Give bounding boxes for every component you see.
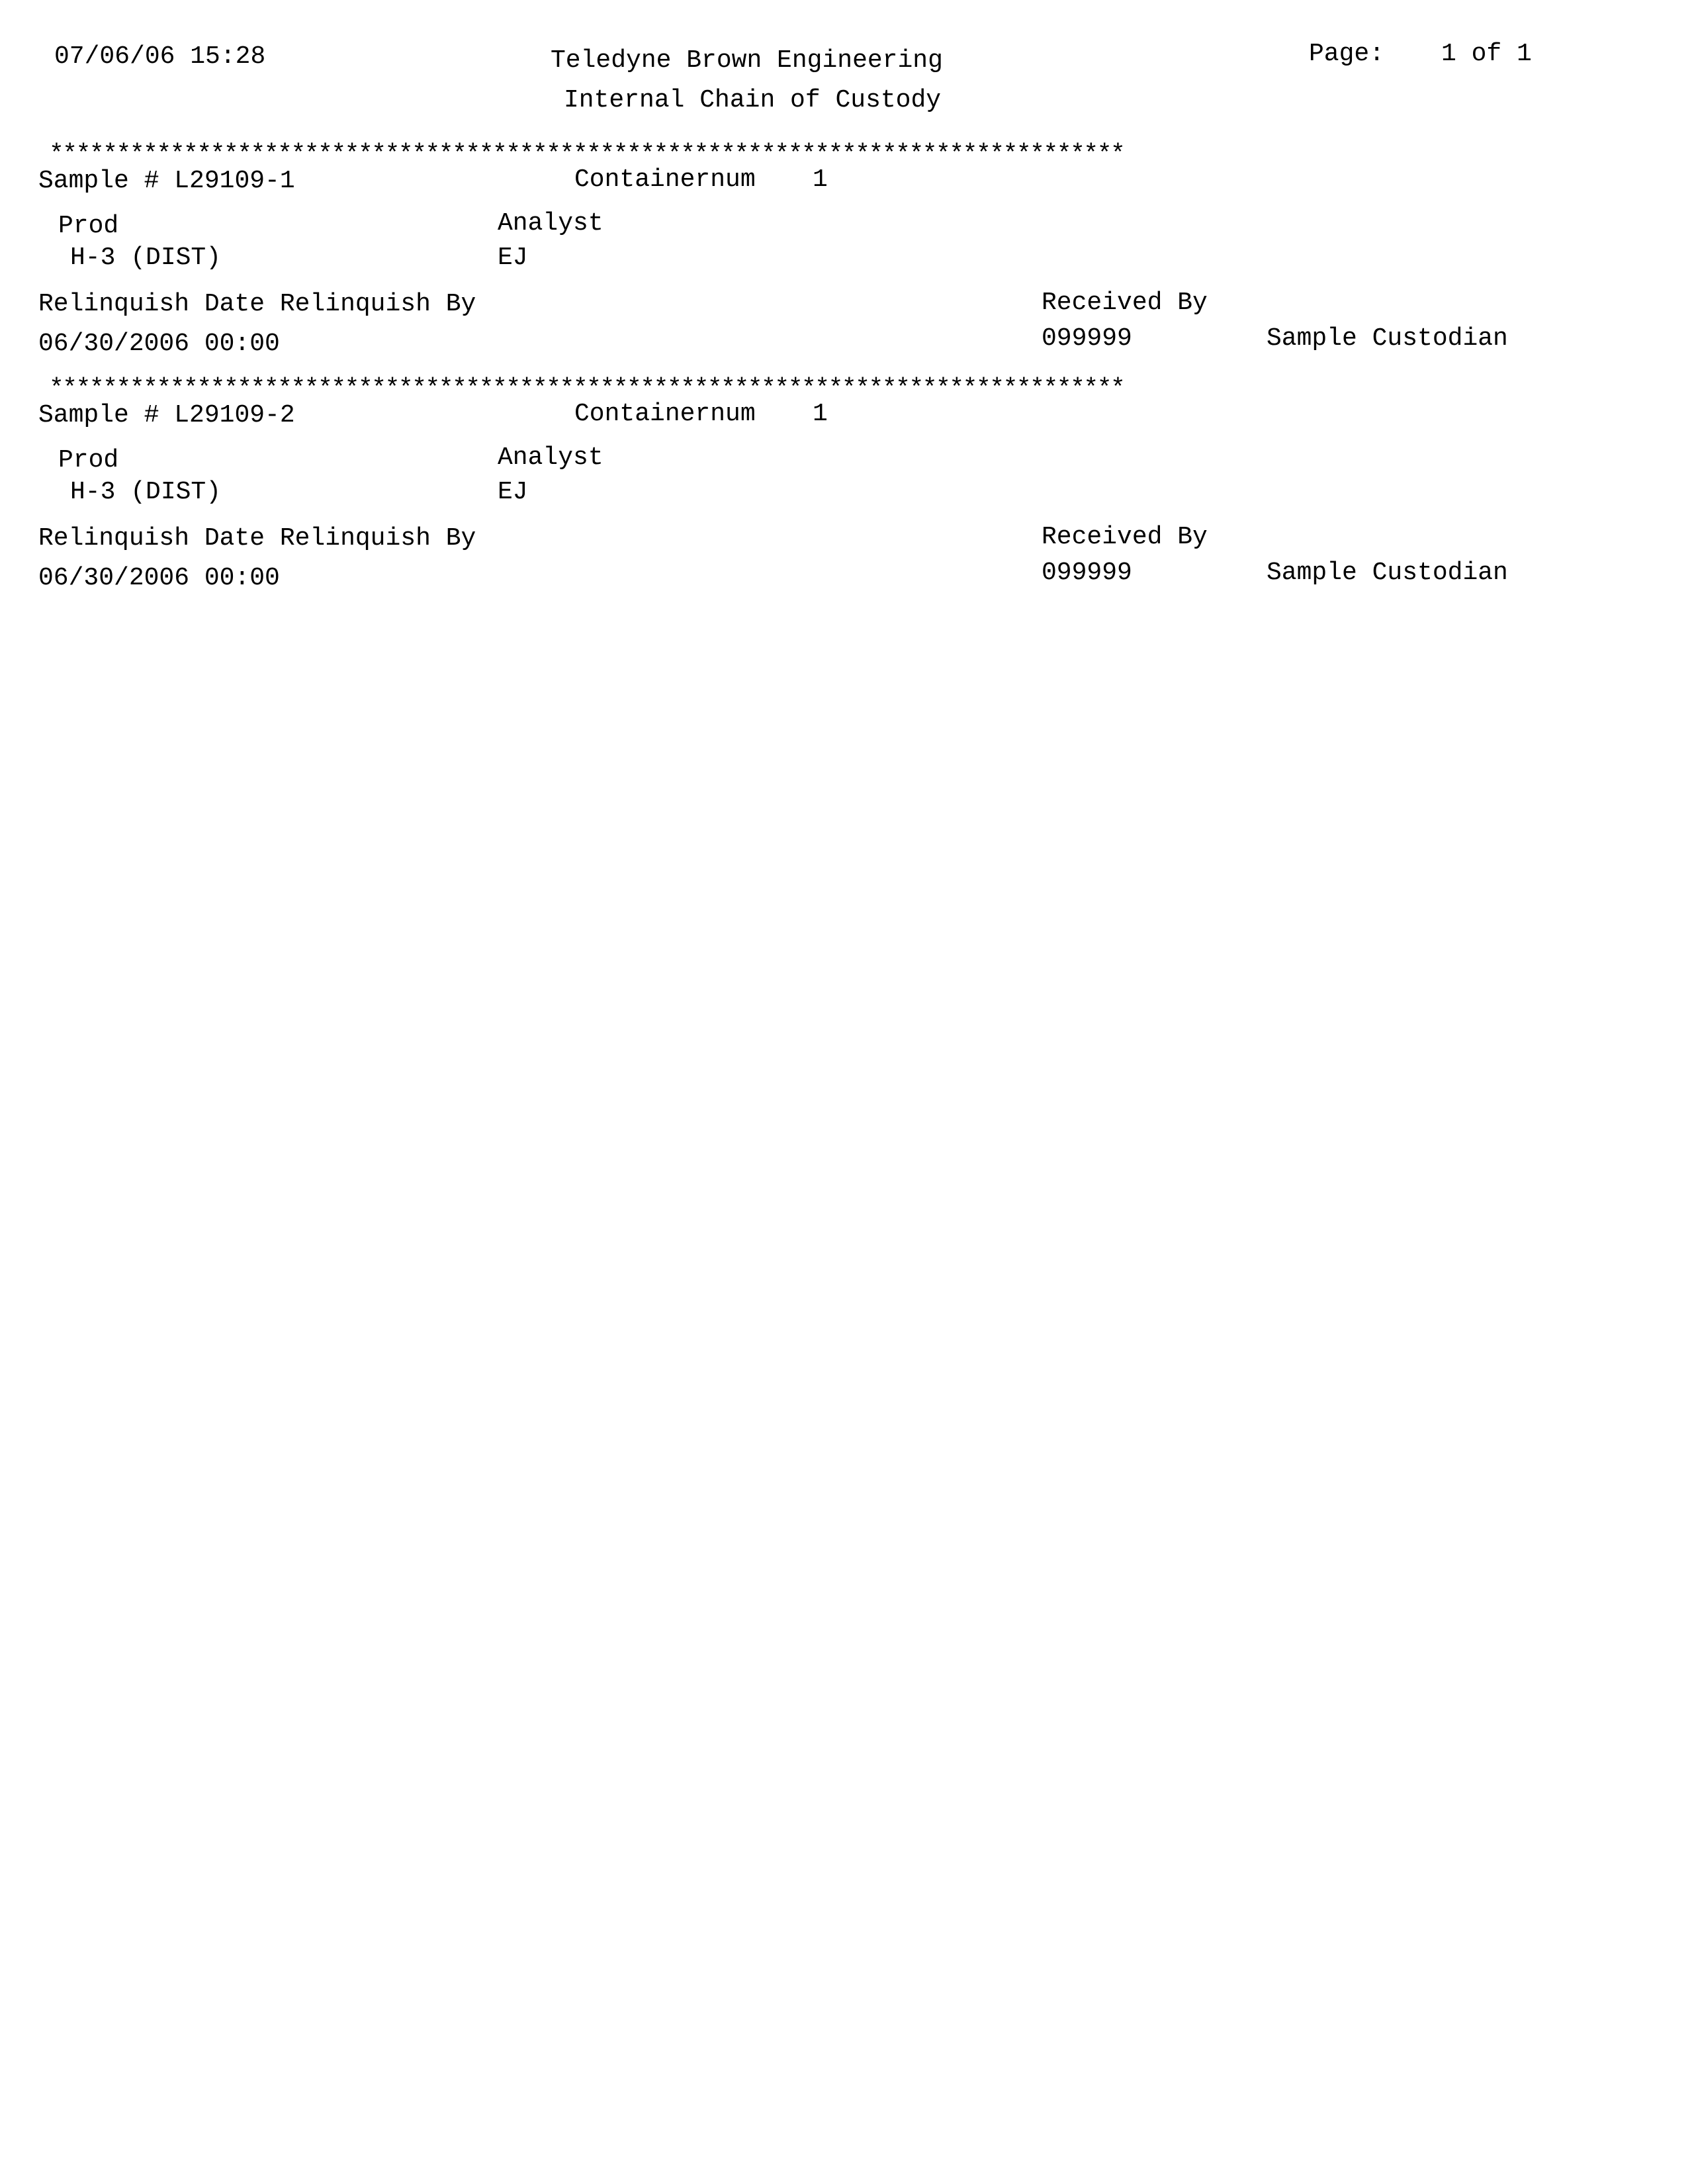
sample-id: Sample # L29109-1 <box>38 167 295 195</box>
relinquish-header: Relinquish Date Relinquish By <box>38 290 476 318</box>
received-by-id: 099999 <box>1042 324 1132 353</box>
analyst-label: Analyst <box>498 443 603 472</box>
prod-label: Prod <box>58 212 119 240</box>
received-by-name: Sample Custodian <box>1267 559 1508 587</box>
relinquish-header: Relinquish Date Relinquish By <box>38 524 476 553</box>
received-by-id: 099999 <box>1042 559 1132 587</box>
company-name: Teledyne Brown Engineering <box>551 46 943 75</box>
relinquish-date: 06/30/2006 00:00 <box>38 564 280 592</box>
page-label: Page: <box>1309 40 1385 68</box>
sample-id: Sample # L29109-2 <box>38 401 295 430</box>
received-by-name: Sample Custodian <box>1267 324 1508 353</box>
analyst-value: EJ <box>498 244 528 272</box>
containernum-label: Containernum <box>574 165 756 194</box>
analyst-label: Analyst <box>498 209 603 238</box>
containernum-label: Containernum <box>574 400 756 428</box>
received-by-label: Received By <box>1042 289 1208 317</box>
containernum-value: 1 <box>813 400 828 428</box>
received-by-label: Received By <box>1042 523 1208 551</box>
report-subtitle: Internal Chain of Custody <box>564 86 942 114</box>
relinquish-date: 06/30/2006 00:00 <box>38 330 280 358</box>
analyst-value: EJ <box>498 478 528 506</box>
prod-label: Prod <box>58 446 119 475</box>
page-number: 1 of 1 <box>1441 40 1532 68</box>
separator-line: ******************************************************************************** <box>49 140 1124 169</box>
report-datetime: 07/06/06 15:28 <box>54 42 266 71</box>
prod-value: H-3 (DIST) <box>70 244 222 272</box>
prod-value: H-3 (DIST) <box>70 478 222 506</box>
separator-line: ******************************************************************************** <box>49 375 1124 403</box>
containernum-value: 1 <box>813 165 828 194</box>
